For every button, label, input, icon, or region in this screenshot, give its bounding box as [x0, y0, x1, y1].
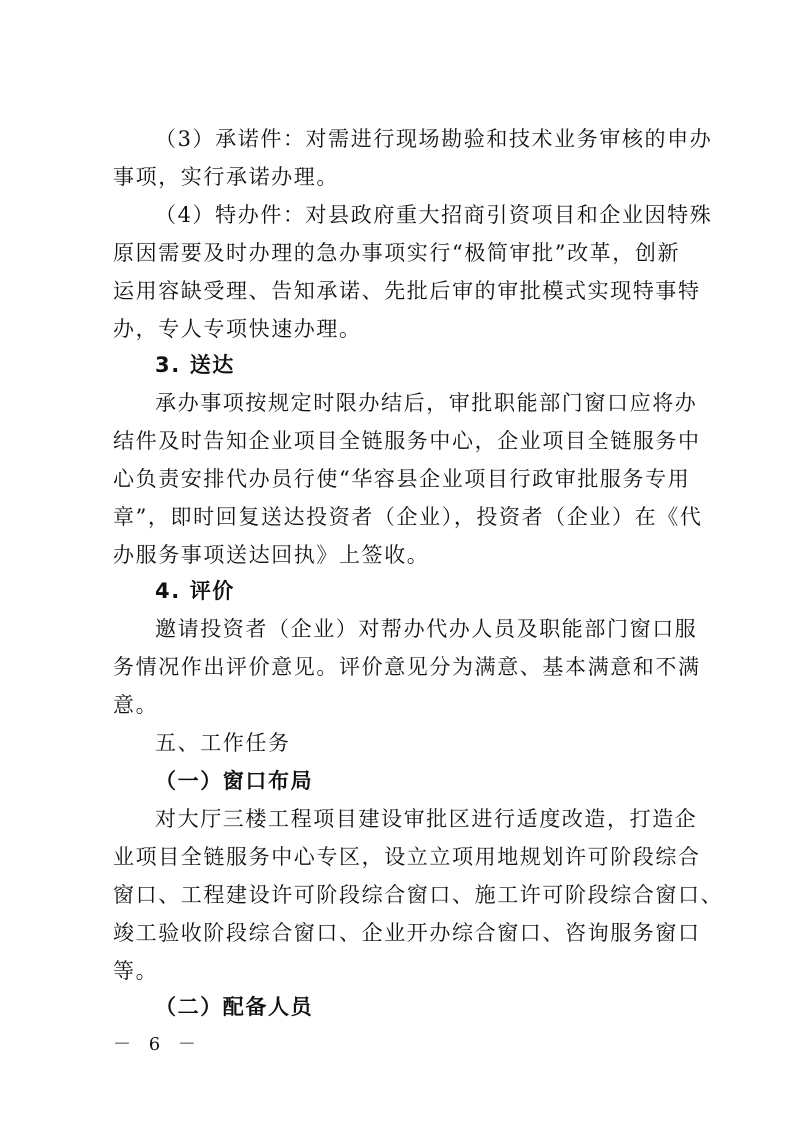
paragraph-4-line-2: 原因需要及时办理的急办事项实行“极简审批”改革，创新: [113, 241, 681, 265]
heading-evaluation: 4. 评价: [155, 579, 235, 603]
window-layout-line-2: 业项目全链服务中心专区，设立立项用地规划许可阶段综合: [113, 845, 701, 869]
delivery-line-2: 结件及时告知企业项目全链服务中心，企业项目全链服务中: [113, 429, 701, 453]
window-layout-line-4: 竣工验收阶段综合窗口、企业开办综合窗口、咨询服务窗口: [113, 921, 701, 945]
delivery-line-1: 承办事项按规定时限办结后，审批职能部门窗口应将办: [155, 391, 698, 415]
evaluation-line-2: 务情况作出评价意见。评价意见分为满意、基本满意和不满: [113, 655, 701, 679]
paragraph-3-line-1: （3）承诺件：对需进行现场勘验和技术业务审核的申办: [155, 127, 713, 151]
paragraph-3-line-2: 事项，实行承诺办理。: [113, 165, 339, 189]
page-number: － 6 －: [113, 1034, 202, 1055]
paragraph-4-line-1: （4）特办件：对县政府重大招商引资项目和企业因特殊: [155, 203, 713, 227]
window-layout-line-5: 等。: [113, 959, 159, 983]
paragraph-4-line-4: 办，专人专项快速办理。: [113, 317, 362, 341]
delivery-line-5: 办服务事项送达回执》上签收。: [113, 543, 430, 567]
paragraph-4-line-3: 运用容缺受理、告知承诺、先批后审的审批模式实现特事特: [113, 279, 701, 303]
heading-delivery: 3. 送达: [155, 353, 235, 377]
delivery-line-3: 心负责安排代办员行使“华容县企业项目行政审批服务专用: [113, 467, 691, 491]
evaluation-line-1: 邀请投资者（企业）对帮办代办人员及职能部门窗口服: [155, 617, 698, 641]
delivery-line-4: 章”，即时回复送达投资者（企业），投资者（企业）在《代: [113, 505, 703, 529]
window-layout-line-3: 窗口、工程建设许可阶段综合窗口、施工许可阶段综合窗口、: [113, 883, 724, 907]
window-layout-line-1: 对大厅三楼工程项目建设审批区进行适度改造，打造企: [155, 807, 698, 831]
heading-staffing: （二）配备人员: [155, 995, 314, 1019]
section-heading-work-tasks: 五、工作任务: [155, 731, 291, 755]
heading-window-layout: （一）窗口布局: [155, 769, 314, 793]
evaluation-line-3: 意。: [113, 693, 159, 717]
